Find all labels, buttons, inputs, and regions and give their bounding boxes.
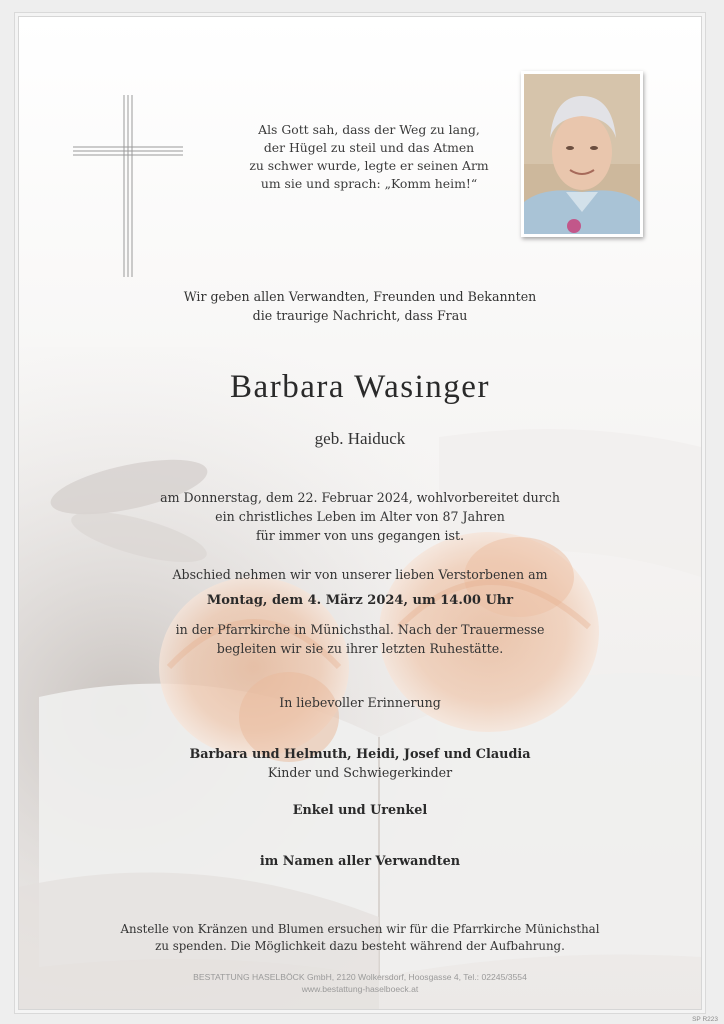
print-code: SP R223 [692, 1016, 718, 1023]
undertaker-info: BESTATTUNG HASELBÖCK GmbH, 2120 Wolkersdorf, Hoosgasse 4, Tel.: 02245/3554 www.bestattung-haselboeck.at [193, 972, 527, 994]
obituary-card [18, 16, 702, 1010]
family-relation: Kinder und Schwiegerkinder [267, 765, 453, 780]
funeral-place: in der Pfarrkirche in Münichsthal. Nach der Trauermesse begleiten wir sie zu ihrer letzten Ruhestätte. [175, 622, 545, 656]
poem: Als Gott sah, dass der Weg zu lang, der Hügel zu steil und das Atmen zu schwer wurde, legte er seinen Arm um sie und sprach: „Komm heim!“ [249, 122, 489, 191]
farewell-text: Abschied nehmen wir von unserer lieben Verstorbenen am [172, 567, 548, 582]
family-names: Barbara und Helmuth, Heidi, Josef und Claudia [189, 747, 531, 762]
portrait-photo [521, 71, 643, 237]
donation-note: Anstelle von Kränzen und Blumen ersuchen wir für die Pfarrkirche Münichsthal zu spenden. Die Möglichkeit dazu besteht während der Aufbahrung. [120, 922, 600, 953]
funeral-date: Montag, dem 4. März 2024, um 14.00 Uhr [206, 593, 514, 608]
announcement-intro: Wir geben allen Verwandten, Freunden und Bekannten die traurige Nachricht, dass Frau [183, 289, 537, 323]
all-relatives: im Namen aller Verwandten [259, 854, 461, 869]
memory-text: In liebevoller Erinnerung [279, 695, 441, 710]
birth-name: geb. Haiduck [314, 429, 406, 448]
cross-icon [73, 95, 183, 277]
deceased-name: Barbara Wasinger [230, 369, 490, 405]
grandchildren: Enkel und Urenkel [292, 803, 428, 818]
passing-text: am Donnerstag, dem 22. Februar 2024, wohlvorbereitet durch ein christliches Leben im Alter von 87 Jahren für immer von uns gegangen ist. [160, 490, 560, 543]
